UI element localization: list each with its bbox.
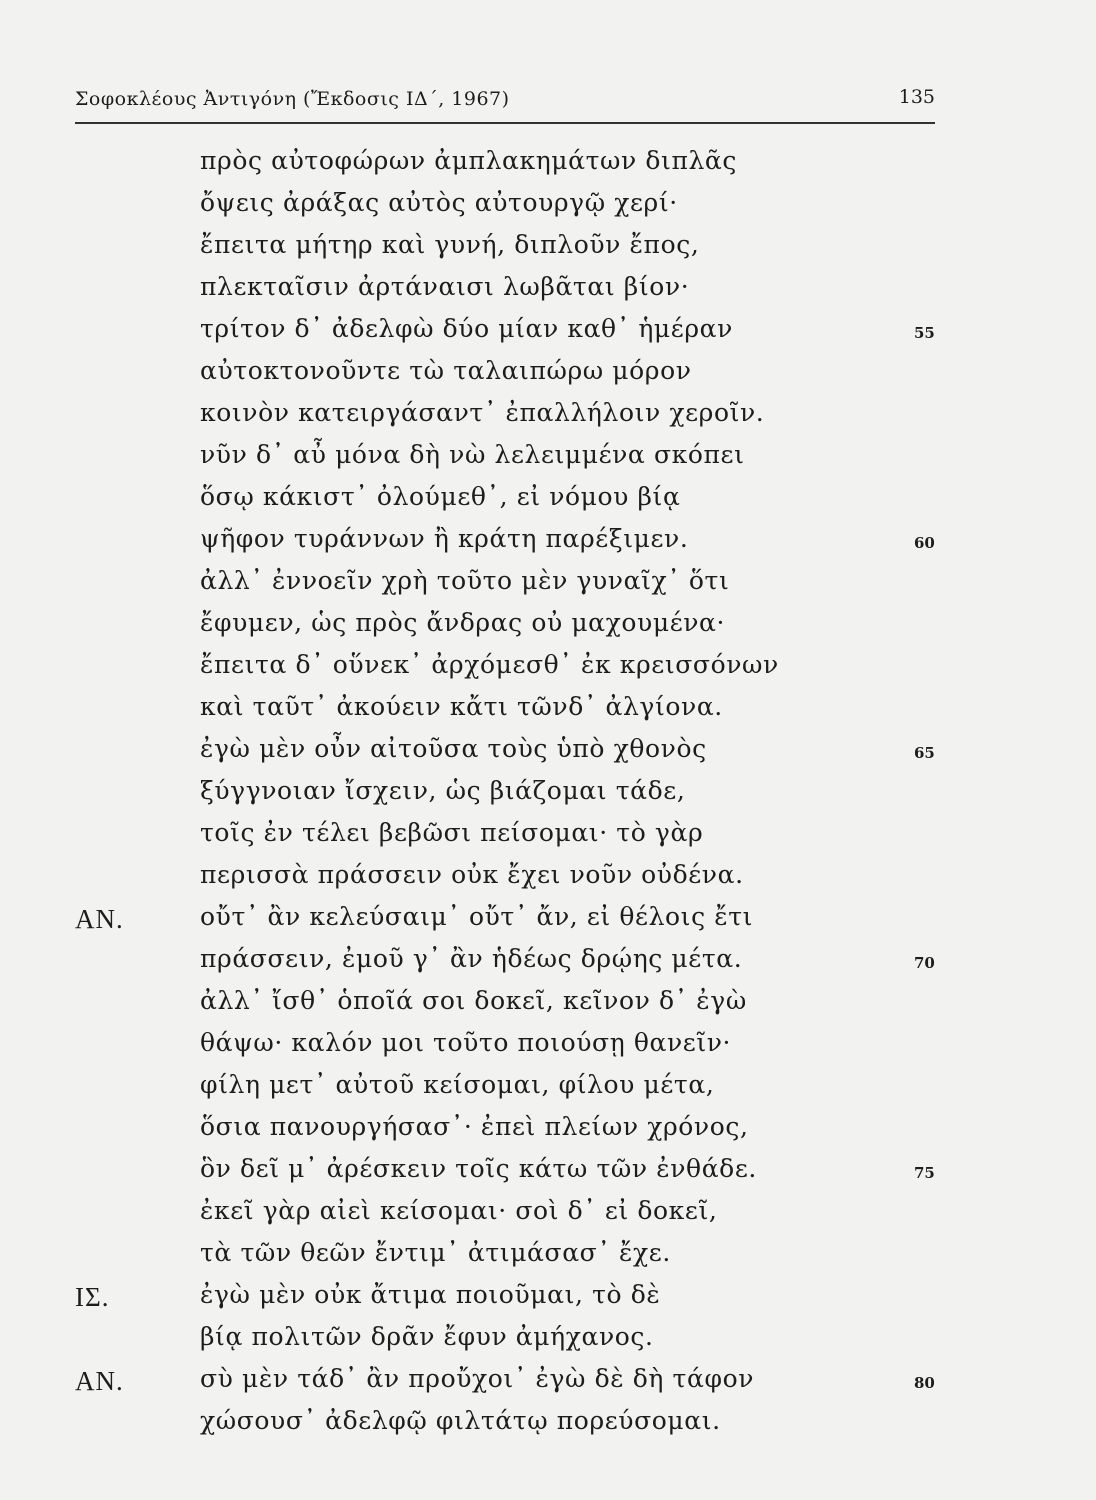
verse-text: θάψω· καλόν μοι τοῦτο ποιούσῃ θανεῖν· <box>200 1028 732 1057</box>
verse-text: ἐγὼ μὲν οὐκ ἄτιμα ποιοῦμαι, τὸ δὲ <box>200 1280 661 1309</box>
verse-line <box>0 188 1096 230</box>
verse-line <box>0 1154 1096 1196</box>
page-number: 135 <box>898 86 935 108</box>
speaker-label: ΑΝ. <box>75 1366 124 1396</box>
verse-line <box>0 692 1096 734</box>
verse-text: περισσὰ πράσσειν οὐκ ἔχει νοῦν οὐδένα. <box>200 860 744 889</box>
verse-text: πράσσειν, ἐμοῦ γ᾽ ἂν ἡδέως δρῴης μέτα. <box>200 944 743 973</box>
verse-line <box>0 1028 1096 1070</box>
verse-line <box>0 650 1096 692</box>
verse-line <box>0 1406 1096 1448</box>
verse-line <box>0 944 1096 986</box>
verse-line <box>0 860 1096 902</box>
verse-line <box>0 776 1096 818</box>
verse-line <box>0 230 1096 272</box>
verse-line <box>0 986 1096 1028</box>
verse-text: ὅσῳ κάκιστ᾽ ὀλούμεθ᾽, εἰ νόμου βίᾳ <box>200 482 681 511</box>
verse-text: χώσουσ᾽ ἀδελφῷ φιλτάτῳ πορεύσομαι. <box>200 1406 721 1435</box>
verse-line <box>0 272 1096 314</box>
verse-line <box>0 356 1096 398</box>
verse-line <box>0 524 1096 566</box>
verse-line <box>0 1070 1096 1112</box>
speaker-label: ΑΝ. <box>75 904 124 934</box>
verse-line <box>0 818 1096 860</box>
verse-line <box>0 1280 1096 1322</box>
verse-text: ἐγὼ μὲν οὖν αἰτοῦσα τοὺς ὑπὸ χθονὸς <box>200 734 707 763</box>
verse-text: καὶ ταῦτ᾽ ἀκούειν κἄτι τῶνδ᾽ ἀλγίονα. <box>200 692 723 721</box>
running-title: Σοφοκλέους Ἀντιγόνη (Ἔκδοσις ΙΔ΄, 1967) <box>75 88 510 110</box>
verse-text: οὔτ᾽ ἂν κελεύσαιμ᾽ οὔτ᾽ ἄν, εἰ θέλοις ἔτι <box>200 902 754 931</box>
verse-text: βίᾳ πολιτῶν δρᾶν ἔφυν ἀμήχανος. <box>200 1322 654 1351</box>
page-header <box>75 80 935 120</box>
verse-text: ἀλλ᾽ ἐννοεῖν χρὴ τοῦτο μὲν γυναῖχ᾽ ὅτι <box>200 566 730 595</box>
speaker-label: ΙΣ. <box>75 1282 110 1312</box>
verse-line <box>0 566 1096 608</box>
verse-text: πρὸς αὐτοφώρων ἀμπλακημάτων διπλᾶς <box>200 146 738 175</box>
verse-text: ὄψεις ἀράξας αὐτὸς αὐτουργῷ χερί· <box>200 188 678 217</box>
verse-text: ὅσια πανουργήσασ᾽· ἐπεὶ πλείων χρόνος, <box>200 1112 749 1141</box>
header-rule <box>75 122 935 124</box>
verse-text: σὺ μὲν τάδ᾽ ἂν προὔχοι᾽ ἐγὼ δὲ δὴ τάφον <box>200 1364 755 1393</box>
verse-line <box>0 902 1096 944</box>
verse-line <box>0 482 1096 524</box>
verse-line <box>0 1112 1096 1154</box>
verse-text: ἔφυμεν, ὡς πρὸς ἄνδρας οὐ μαχουμένα· <box>200 608 726 637</box>
verse-text: ὃν δεῖ μ᾽ ἀρέσκειν τοῖς κάτω τῶν ἐνθάδε. <box>200 1154 757 1183</box>
verse-text: ἔπειτα μήτηρ καὶ γυνή, διπλοῦν ἔπος, <box>200 230 700 259</box>
verse-text: ἀλλ᾽ ἴσθ᾽ ὁποῖά σοι δοκεῖ, κεῖνον δ᾽ ἐγὼ <box>200 986 747 1015</box>
verse-text: κοινὸν κατειργάσαντ᾽ ἐπαλλήλοιν χεροῖν. <box>200 398 765 427</box>
verse-line <box>0 1196 1096 1238</box>
verse-line <box>0 608 1096 650</box>
verse-text: ψῆφον τυράννων ἢ κράτη παρέξιμεν. <box>200 524 689 553</box>
verse-text: ἔπειτα δ᾽ οὕνεκ᾽ ἀρχόμεσθ᾽ ἐκ κρεισσόνων <box>200 650 779 679</box>
verse-text: ἐκεῖ γὰρ αἰεὶ κείσομαι· σοὶ δ᾽ εἰ δοκεῖ, <box>200 1196 718 1225</box>
verse-text: τὰ τῶν θεῶν ἔντιμ᾽ ἀτιμάσασ᾽ ἔχε. <box>200 1238 671 1267</box>
line-number: 65 <box>914 744 935 762</box>
verse-line <box>0 1322 1096 1364</box>
line-number: 55 <box>914 324 935 342</box>
line-number: 80 <box>914 1374 935 1392</box>
verse-line <box>0 1364 1096 1406</box>
line-number: 60 <box>914 534 935 552</box>
verse-line <box>0 146 1096 188</box>
verse-line <box>0 734 1096 776</box>
verse-line <box>0 314 1096 356</box>
verse-line <box>0 1238 1096 1280</box>
verse-text: τοῖς ἐν τέλει βεβῶσι πείσομαι· τὸ γὰρ <box>200 818 704 847</box>
verse-line <box>0 440 1096 482</box>
verse-text: ξύγγνοιαν ἴσχειν, ὡς βιάζομαι τάδε, <box>200 776 686 805</box>
line-number: 70 <box>914 954 935 972</box>
verse-text: φίλη μετ᾽ αὐτοῦ κείσομαι, φίλου μέτα, <box>200 1070 715 1099</box>
verse-text: αὐτοκτονοῦντε τὼ ταλαιπώρω μόρον <box>200 356 692 385</box>
verse-text: τρίτον δ᾽ ἀδελφὼ δύο μίαν καθ᾽ ἡμέραν <box>200 314 733 343</box>
verse-line <box>0 398 1096 440</box>
verse-text: πλεκταῖσιν ἀρτάναισι λωβᾶται βίον· <box>200 272 690 301</box>
line-number: 75 <box>914 1164 935 1182</box>
verse-text: νῦν δ᾽ αὖ μόνα δὴ νὼ λελειμμένα σκόπει <box>200 440 745 469</box>
